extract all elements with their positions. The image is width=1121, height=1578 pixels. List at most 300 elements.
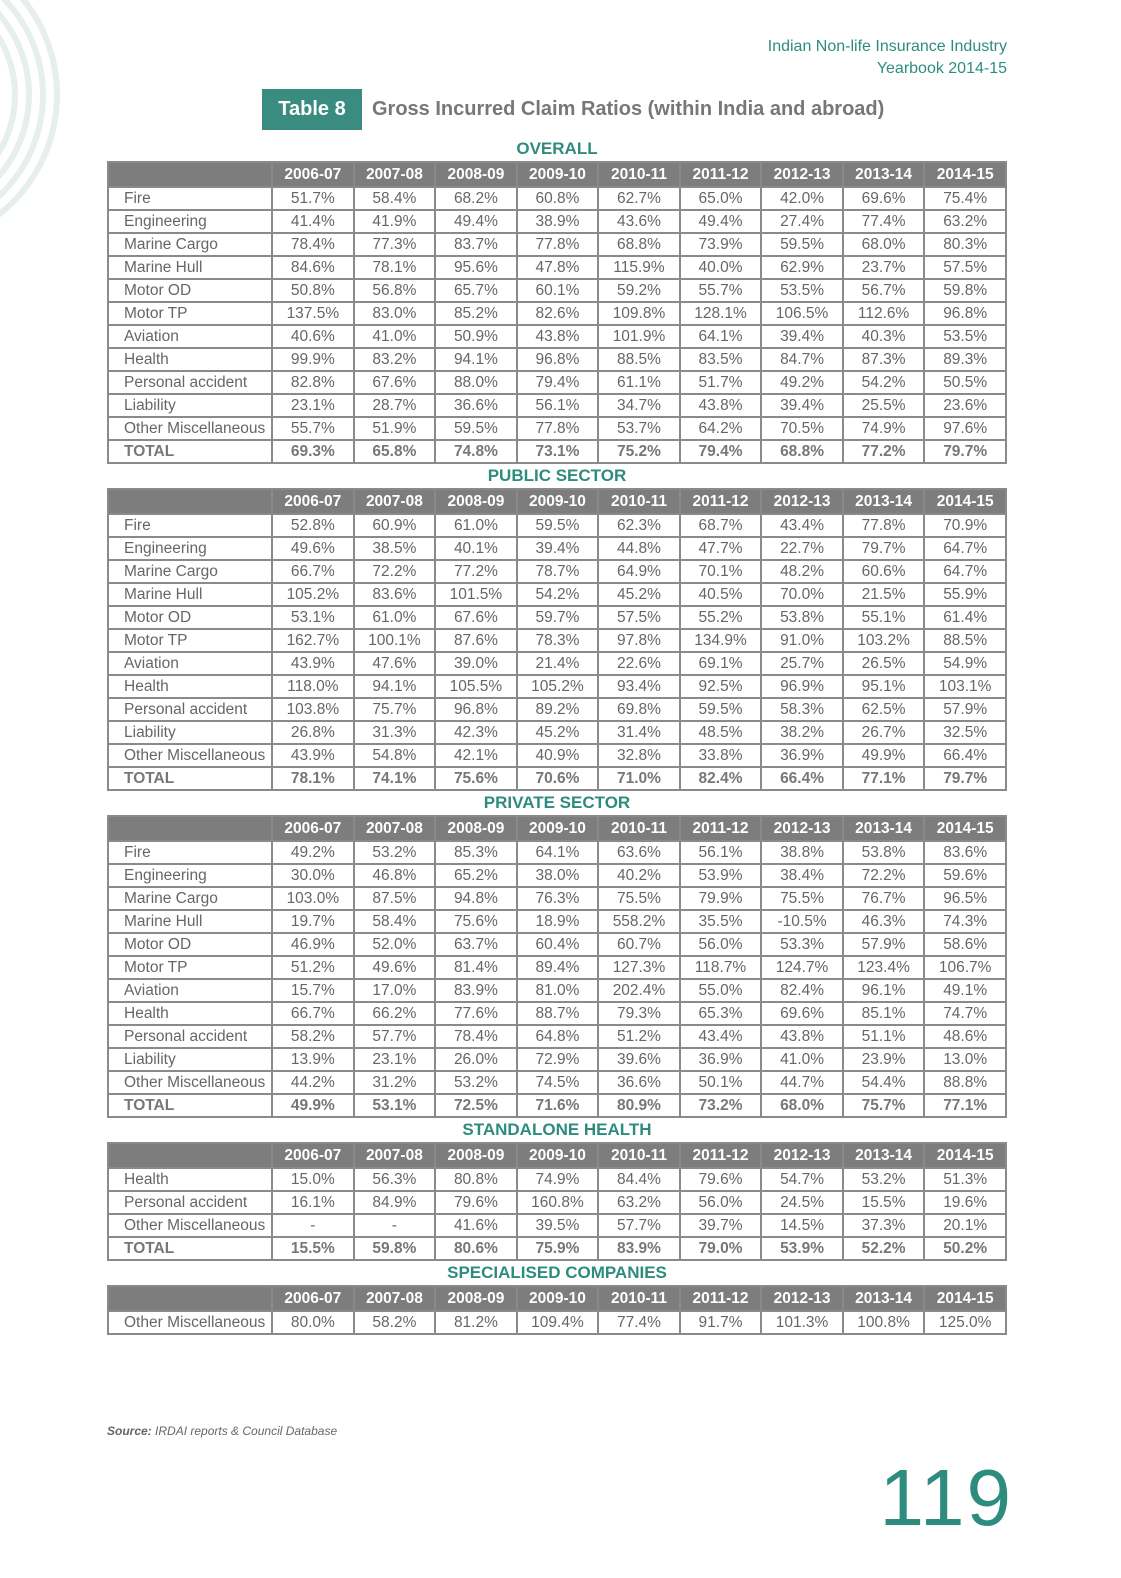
ratio-cell: 79.4% bbox=[517, 371, 599, 394]
ratio-cell: 62.5% bbox=[843, 698, 925, 721]
row-label: Liability bbox=[108, 1048, 272, 1071]
year-header: 2010-11 bbox=[598, 489, 680, 514]
ratio-cell: 39.4% bbox=[761, 325, 843, 348]
ratio-cell: 78.4% bbox=[272, 233, 354, 256]
ratio-cell: 52.8% bbox=[272, 514, 354, 537]
ratio-cell: 56.7% bbox=[843, 279, 925, 302]
ratio-cell: 27.4% bbox=[761, 210, 843, 233]
table-row bbox=[108, 629, 1006, 652]
ratio-cell: 55.9% bbox=[924, 583, 1006, 606]
table-row bbox=[108, 394, 1006, 417]
ratio-cell: 56.1% bbox=[517, 394, 599, 417]
section-title: PUBLIC SECTOR bbox=[487, 466, 627, 485]
ratio-cell: 41.9% bbox=[354, 210, 436, 233]
ratio-cell: 48.2% bbox=[761, 560, 843, 583]
total-row bbox=[108, 440, 1006, 463]
ratio-cell: 53.2% bbox=[843, 1168, 925, 1191]
ratio-cell: 41.4% bbox=[272, 210, 354, 233]
ratio-cell: 94.8% bbox=[435, 887, 517, 910]
ratio-cell: 55.1% bbox=[843, 606, 925, 629]
ratio-cell: 80.3% bbox=[924, 233, 1006, 256]
row-label: Motor TP bbox=[108, 956, 272, 979]
ratio-cell: 58.6% bbox=[924, 933, 1006, 956]
ratio-cell: 83.2% bbox=[354, 348, 436, 371]
ratio-cell: 49.6% bbox=[354, 956, 436, 979]
table-title: Gross Incurred Claim Ratios (within India and abroad) bbox=[372, 98, 885, 120]
ratio-cell: 28.7% bbox=[354, 394, 436, 417]
ratio-cell: 53.9% bbox=[680, 864, 762, 887]
year-header: 2013-14 bbox=[843, 816, 925, 841]
row-label: Engineering bbox=[108, 210, 272, 233]
ratio-cell: 23.6% bbox=[924, 394, 1006, 417]
row-label: TOTAL bbox=[108, 767, 272, 790]
ratio-cell: 49.9% bbox=[843, 744, 925, 767]
ratio-cell: 39.4% bbox=[517, 537, 599, 560]
ratio-cell: 59.2% bbox=[598, 279, 680, 302]
year-header: 2010-11 bbox=[598, 816, 680, 841]
year-header: 2009-10 bbox=[517, 162, 599, 187]
ratio-cell: 30.0% bbox=[272, 864, 354, 887]
decorative-arcs bbox=[0, 0, 70, 230]
row-label: Marine Cargo bbox=[108, 233, 272, 256]
ratio-cell: 47.8% bbox=[517, 256, 599, 279]
header-blank-cell bbox=[108, 489, 272, 514]
ratio-cell: 42.3% bbox=[435, 721, 517, 744]
table-row bbox=[108, 233, 1006, 256]
row-label: Engineering bbox=[108, 864, 272, 887]
ratio-cell: 13.9% bbox=[272, 1048, 354, 1071]
ratio-cell: 51.3% bbox=[924, 1168, 1006, 1191]
table-row bbox=[108, 560, 1006, 583]
ratio-cell: 59.8% bbox=[354, 1237, 436, 1260]
row-label: Health bbox=[108, 1002, 272, 1025]
ratio-cell: 53.5% bbox=[924, 325, 1006, 348]
ratio-cell: 103.2% bbox=[843, 629, 925, 652]
ratio-cell: 75.4% bbox=[924, 187, 1006, 210]
ratio-cell: 66.7% bbox=[272, 1002, 354, 1025]
ratio-cell: 64.7% bbox=[924, 560, 1006, 583]
ratio-cell: 59.7% bbox=[517, 606, 599, 629]
ratio-cell: 66.4% bbox=[924, 744, 1006, 767]
claim-ratio-table bbox=[107, 1142, 1007, 1261]
ratio-cell: 87.3% bbox=[843, 348, 925, 371]
row-label: Motor TP bbox=[108, 629, 272, 652]
ratio-cell: 60.8% bbox=[517, 187, 599, 210]
ratio-cell: 69.3% bbox=[272, 440, 354, 463]
ratio-cell: 40.9% bbox=[517, 744, 599, 767]
table-row bbox=[108, 1311, 1006, 1334]
ratio-cell: 51.9% bbox=[354, 417, 436, 440]
table-row bbox=[108, 956, 1006, 979]
ratio-cell: 49.6% bbox=[272, 537, 354, 560]
row-label: Fire bbox=[108, 187, 272, 210]
ratio-cell: 32.5% bbox=[924, 721, 1006, 744]
header-row bbox=[108, 1286, 1006, 1311]
ratio-cell: 78.3% bbox=[517, 629, 599, 652]
ratio-cell: 36.9% bbox=[761, 744, 843, 767]
ratio-cell: 103.1% bbox=[924, 675, 1006, 698]
table-row bbox=[108, 1002, 1006, 1025]
ratio-cell: 78.7% bbox=[517, 560, 599, 583]
table-row bbox=[108, 1071, 1006, 1094]
ratio-cell: 42.0% bbox=[761, 187, 843, 210]
ratio-cell: 97.6% bbox=[924, 417, 1006, 440]
ratio-cell: 50.1% bbox=[680, 1071, 762, 1094]
ratio-cell: 44.8% bbox=[598, 537, 680, 560]
ratio-cell: 57.9% bbox=[843, 933, 925, 956]
ratio-cell: 64.1% bbox=[680, 325, 762, 348]
ratio-cell: 58.2% bbox=[272, 1025, 354, 1048]
ratio-cell: 50.2% bbox=[924, 1237, 1006, 1260]
page-number: 119 bbox=[879, 1453, 1013, 1542]
ratio-cell: 70.9% bbox=[924, 514, 1006, 537]
ratio-cell: 64.1% bbox=[517, 841, 599, 864]
ratio-cell: 79.7% bbox=[843, 537, 925, 560]
ratio-cell: 53.1% bbox=[354, 1094, 436, 1117]
ratio-cell: 36.6% bbox=[435, 394, 517, 417]
row-label: Personal accident bbox=[108, 1191, 272, 1214]
ratio-cell: 21.5% bbox=[843, 583, 925, 606]
ratio-cell: 109.8% bbox=[598, 302, 680, 325]
row-label: Motor OD bbox=[108, 279, 272, 302]
ratio-cell: 57.5% bbox=[598, 606, 680, 629]
table-row bbox=[108, 698, 1006, 721]
ratio-cell: 94.1% bbox=[354, 675, 436, 698]
ratio-cell: 21.4% bbox=[517, 652, 599, 675]
claim-ratio-table bbox=[107, 488, 1007, 791]
year-header: 2011-12 bbox=[680, 1286, 762, 1311]
ratio-cell: 79.9% bbox=[680, 887, 762, 910]
ratio-cell: 61.0% bbox=[435, 514, 517, 537]
ratio-cell: 80.0% bbox=[272, 1311, 354, 1334]
claim-ratio-table bbox=[107, 161, 1007, 464]
row-label: TOTAL bbox=[108, 440, 272, 463]
ratio-cell: 101.5% bbox=[435, 583, 517, 606]
year-header: 2013-14 bbox=[843, 1143, 925, 1168]
ratio-cell: 43.6% bbox=[598, 210, 680, 233]
ratio-cell: 23.9% bbox=[843, 1048, 925, 1071]
ratio-cell: 83.7% bbox=[435, 233, 517, 256]
ratio-cell: 51.2% bbox=[598, 1025, 680, 1048]
ratio-cell: 64.2% bbox=[680, 417, 762, 440]
ratio-cell: 56.3% bbox=[354, 1168, 436, 1191]
header-blank-cell bbox=[108, 1143, 272, 1168]
header-row bbox=[108, 816, 1006, 841]
table-row bbox=[108, 514, 1006, 537]
ratio-cell: 94.1% bbox=[435, 348, 517, 371]
ratio-cell: 51.2% bbox=[272, 956, 354, 979]
ratio-cell: 46.9% bbox=[272, 933, 354, 956]
year-header: 2010-11 bbox=[598, 162, 680, 187]
ratio-cell: 74.3% bbox=[924, 910, 1006, 933]
header-row bbox=[108, 162, 1006, 187]
ratio-cell: 84.6% bbox=[272, 256, 354, 279]
ratio-cell: 79.7% bbox=[924, 440, 1006, 463]
ratio-cell: 44.7% bbox=[761, 1071, 843, 1094]
year-header: 2007-08 bbox=[354, 1286, 436, 1311]
ratio-cell: 79.6% bbox=[680, 1168, 762, 1191]
ratio-cell: 72.9% bbox=[517, 1048, 599, 1071]
ratio-cell: 74.9% bbox=[517, 1168, 599, 1191]
ratio-cell: 37.3% bbox=[843, 1214, 925, 1237]
ratio-cell: 202.4% bbox=[598, 979, 680, 1002]
ratio-cell: 100.1% bbox=[354, 629, 436, 652]
ratio-cell: 49.2% bbox=[272, 841, 354, 864]
row-label: Other Miscellaneous bbox=[108, 417, 272, 440]
ratio-cell: 14.5% bbox=[761, 1214, 843, 1237]
ratio-cell: 75.2% bbox=[598, 440, 680, 463]
ratio-cell: 76.3% bbox=[517, 887, 599, 910]
ratio-cell: 93.4% bbox=[598, 675, 680, 698]
year-header: 2006-07 bbox=[272, 1143, 354, 1168]
ratio-cell: 53.3% bbox=[761, 933, 843, 956]
ratio-cell: 62.3% bbox=[598, 514, 680, 537]
year-header: 2014-15 bbox=[924, 489, 1006, 514]
ratio-cell: 43.4% bbox=[761, 514, 843, 537]
ratio-cell: 78.4% bbox=[435, 1025, 517, 1048]
row-label: Liability bbox=[108, 721, 272, 744]
ratio-cell: 17.0% bbox=[354, 979, 436, 1002]
ratio-cell: 74.5% bbox=[517, 1071, 599, 1094]
table-title-row bbox=[262, 89, 884, 130]
ratio-cell: 25.7% bbox=[761, 652, 843, 675]
table-row bbox=[108, 979, 1006, 1002]
ratio-cell: 75.6% bbox=[435, 767, 517, 790]
ratio-cell: 70.0% bbox=[761, 583, 843, 606]
ratio-cell: 78.1% bbox=[354, 256, 436, 279]
ratio-cell: 83.6% bbox=[924, 841, 1006, 864]
ratio-cell: 87.6% bbox=[435, 629, 517, 652]
row-label: Marine Cargo bbox=[108, 887, 272, 910]
table-row bbox=[108, 1048, 1006, 1071]
ratio-cell: 20.1% bbox=[924, 1214, 1006, 1237]
row-label: Motor OD bbox=[108, 606, 272, 629]
ratio-cell: 59.6% bbox=[924, 864, 1006, 887]
ratio-cell: 81.0% bbox=[517, 979, 599, 1002]
table-row bbox=[108, 841, 1006, 864]
ratio-cell: 82.4% bbox=[761, 979, 843, 1002]
ratio-cell: 57.9% bbox=[924, 698, 1006, 721]
ratio-cell: 69.6% bbox=[843, 187, 925, 210]
row-label: Fire bbox=[108, 514, 272, 537]
ratio-cell: 88.8% bbox=[924, 1071, 1006, 1094]
ratio-cell: 65.7% bbox=[435, 279, 517, 302]
section-title: SPECIALISED COMPANIES bbox=[447, 1263, 667, 1282]
year-header: 2008-09 bbox=[435, 162, 517, 187]
ratio-cell: 74.8% bbox=[435, 440, 517, 463]
table-row bbox=[108, 1191, 1006, 1214]
ratio-cell: 46.8% bbox=[354, 864, 436, 887]
ratio-cell: 162.7% bbox=[272, 629, 354, 652]
row-label: Aviation bbox=[108, 979, 272, 1002]
ratio-cell: 59.5% bbox=[761, 233, 843, 256]
ratio-cell: 66.7% bbox=[272, 560, 354, 583]
ratio-cell: 55.2% bbox=[680, 606, 762, 629]
ratio-cell: 43.8% bbox=[680, 394, 762, 417]
ratio-cell: 73.9% bbox=[680, 233, 762, 256]
ratio-cell: 74.7% bbox=[924, 1002, 1006, 1025]
ratio-cell: 160.8% bbox=[517, 1191, 599, 1214]
year-header: 2006-07 bbox=[272, 489, 354, 514]
claim-ratio-table bbox=[107, 815, 1007, 1118]
ratio-cell: 68.8% bbox=[598, 233, 680, 256]
ratio-cell: 82.6% bbox=[517, 302, 599, 325]
ratio-cell: 26.0% bbox=[435, 1048, 517, 1071]
year-header: 2013-14 bbox=[843, 162, 925, 187]
ratio-cell: 558.2% bbox=[598, 910, 680, 933]
header-blank-cell bbox=[108, 816, 272, 841]
ratio-cell: 40.1% bbox=[435, 537, 517, 560]
ratio-cell: 56.1% bbox=[680, 841, 762, 864]
ratio-cell: 40.0% bbox=[680, 256, 762, 279]
ratio-cell: 35.5% bbox=[680, 910, 762, 933]
table-row bbox=[108, 583, 1006, 606]
row-label: Engineering bbox=[108, 537, 272, 560]
ratio-cell: 40.2% bbox=[598, 864, 680, 887]
ratio-cell: 43.8% bbox=[761, 1025, 843, 1048]
row-label: Other Miscellaneous bbox=[108, 1214, 272, 1237]
ratio-cell: 58.2% bbox=[354, 1311, 436, 1334]
ratio-cell: 32.8% bbox=[598, 744, 680, 767]
ratio-cell: 74.9% bbox=[843, 417, 925, 440]
ratio-cell: 79.4% bbox=[680, 440, 762, 463]
year-header: 2008-09 bbox=[435, 1143, 517, 1168]
ratio-cell: 78.1% bbox=[272, 767, 354, 790]
ratio-cell: 22.6% bbox=[598, 652, 680, 675]
table-row bbox=[108, 887, 1006, 910]
ratio-cell: 77.8% bbox=[517, 233, 599, 256]
year-header: 2007-08 bbox=[354, 1143, 436, 1168]
year-header: 2014-15 bbox=[924, 1143, 1006, 1168]
ratio-cell: 15.7% bbox=[272, 979, 354, 1002]
year-header: 2010-11 bbox=[598, 1143, 680, 1168]
ratio-cell: 51.7% bbox=[272, 187, 354, 210]
ratio-cell: 23.1% bbox=[354, 1048, 436, 1071]
ratio-cell: 26.7% bbox=[843, 721, 925, 744]
ratio-cell: 118.7% bbox=[680, 956, 762, 979]
ratio-cell: 60.4% bbox=[517, 933, 599, 956]
ratio-cell: 73.1% bbox=[517, 440, 599, 463]
ratio-cell: 54.9% bbox=[924, 652, 1006, 675]
ratio-cell: 89.4% bbox=[517, 956, 599, 979]
table-row bbox=[108, 325, 1006, 348]
claim-ratio-tables bbox=[107, 137, 1007, 1335]
ratio-cell: 59.8% bbox=[924, 279, 1006, 302]
ratio-cell: 91.0% bbox=[761, 629, 843, 652]
row-label: Marine Hull bbox=[108, 910, 272, 933]
ratio-cell: 88.5% bbox=[924, 629, 1006, 652]
row-label: Marine Hull bbox=[108, 583, 272, 606]
ratio-cell: 49.1% bbox=[924, 979, 1006, 1002]
source-note bbox=[107, 1424, 337, 1438]
ratio-cell: 23.7% bbox=[843, 256, 925, 279]
ratio-cell: 71.0% bbox=[598, 767, 680, 790]
ratio-cell: 83.0% bbox=[354, 302, 436, 325]
ratio-cell: 84.4% bbox=[598, 1168, 680, 1191]
ratio-cell: 67.6% bbox=[435, 606, 517, 629]
ratio-cell: 41.0% bbox=[354, 325, 436, 348]
row-label: Other Miscellaneous bbox=[108, 1071, 272, 1094]
ratio-cell: 64.7% bbox=[924, 537, 1006, 560]
ratio-cell: 100.8% bbox=[843, 1311, 925, 1334]
ratio-cell: 76.7% bbox=[843, 887, 925, 910]
ratio-cell: 57.7% bbox=[598, 1214, 680, 1237]
row-label: Liability bbox=[108, 394, 272, 417]
ratio-cell: 56.8% bbox=[354, 279, 436, 302]
ratio-cell: 115.9% bbox=[598, 256, 680, 279]
year-header: 2007-08 bbox=[354, 816, 436, 841]
ratio-cell: 88.5% bbox=[598, 348, 680, 371]
section-title: STANDALONE HEALTH bbox=[462, 1120, 652, 1139]
table-row bbox=[108, 417, 1006, 440]
ratio-cell: 79.6% bbox=[435, 1191, 517, 1214]
ratio-cell: 106.7% bbox=[924, 956, 1006, 979]
ratio-cell: 31.3% bbox=[354, 721, 436, 744]
table-row bbox=[108, 537, 1006, 560]
ratio-cell: 96.8% bbox=[517, 348, 599, 371]
table-row bbox=[108, 279, 1006, 302]
header-row bbox=[108, 1143, 1006, 1168]
ratio-cell: 92.5% bbox=[680, 675, 762, 698]
ratio-cell: 68.2% bbox=[435, 187, 517, 210]
table-row bbox=[108, 721, 1006, 744]
table-row bbox=[108, 652, 1006, 675]
ratio-cell: 26.8% bbox=[272, 721, 354, 744]
ratio-cell: 24.5% bbox=[761, 1191, 843, 1214]
row-label: TOTAL bbox=[108, 1237, 272, 1260]
header-line1: Indian Non-life Insurance Industry bbox=[767, 38, 1007, 55]
ratio-cell: 38.2% bbox=[761, 721, 843, 744]
ratio-cell: 38.4% bbox=[761, 864, 843, 887]
ratio-cell: 38.9% bbox=[517, 210, 599, 233]
ratio-cell: 50.9% bbox=[435, 325, 517, 348]
table-row bbox=[108, 302, 1006, 325]
year-header: 2011-12 bbox=[680, 162, 762, 187]
year-header: 2009-10 bbox=[517, 1286, 599, 1311]
ratio-cell: 73.2% bbox=[680, 1094, 762, 1117]
ratio-cell: 60.6% bbox=[843, 560, 925, 583]
ratio-cell: 62.7% bbox=[598, 187, 680, 210]
header-line2: Yearbook 2014-15 bbox=[876, 60, 1007, 77]
ratio-cell: 103.0% bbox=[272, 887, 354, 910]
ratio-cell: 60.9% bbox=[354, 514, 436, 537]
ratio-cell: 101.9% bbox=[598, 325, 680, 348]
ratio-cell: 85.3% bbox=[435, 841, 517, 864]
ratio-cell: 65.0% bbox=[680, 187, 762, 210]
ratio-cell: 112.6% bbox=[843, 302, 925, 325]
ratio-cell: 77.2% bbox=[435, 560, 517, 583]
ratio-cell: 96.1% bbox=[843, 979, 925, 1002]
row-label: Other Miscellaneous bbox=[108, 1311, 272, 1334]
table-row bbox=[108, 744, 1006, 767]
row-label: Health bbox=[108, 675, 272, 698]
ratio-cell: 95.6% bbox=[435, 256, 517, 279]
row-label: Personal accident bbox=[108, 1025, 272, 1048]
ratio-cell: 68.7% bbox=[680, 514, 762, 537]
ratio-cell: 49.9% bbox=[272, 1094, 354, 1117]
ratio-cell: 75.5% bbox=[598, 887, 680, 910]
ratio-cell: 42.1% bbox=[435, 744, 517, 767]
ratio-cell: 53.9% bbox=[761, 1237, 843, 1260]
row-label: Aviation bbox=[108, 652, 272, 675]
table-number-badge: Table 8 bbox=[262, 89, 362, 130]
ratio-cell: - bbox=[272, 1214, 354, 1237]
ratio-cell: 91.7% bbox=[680, 1311, 762, 1334]
table-row bbox=[108, 910, 1006, 933]
ratio-cell: 47.7% bbox=[680, 537, 762, 560]
ratio-cell: 54.8% bbox=[354, 744, 436, 767]
ratio-cell: 43.8% bbox=[517, 325, 599, 348]
